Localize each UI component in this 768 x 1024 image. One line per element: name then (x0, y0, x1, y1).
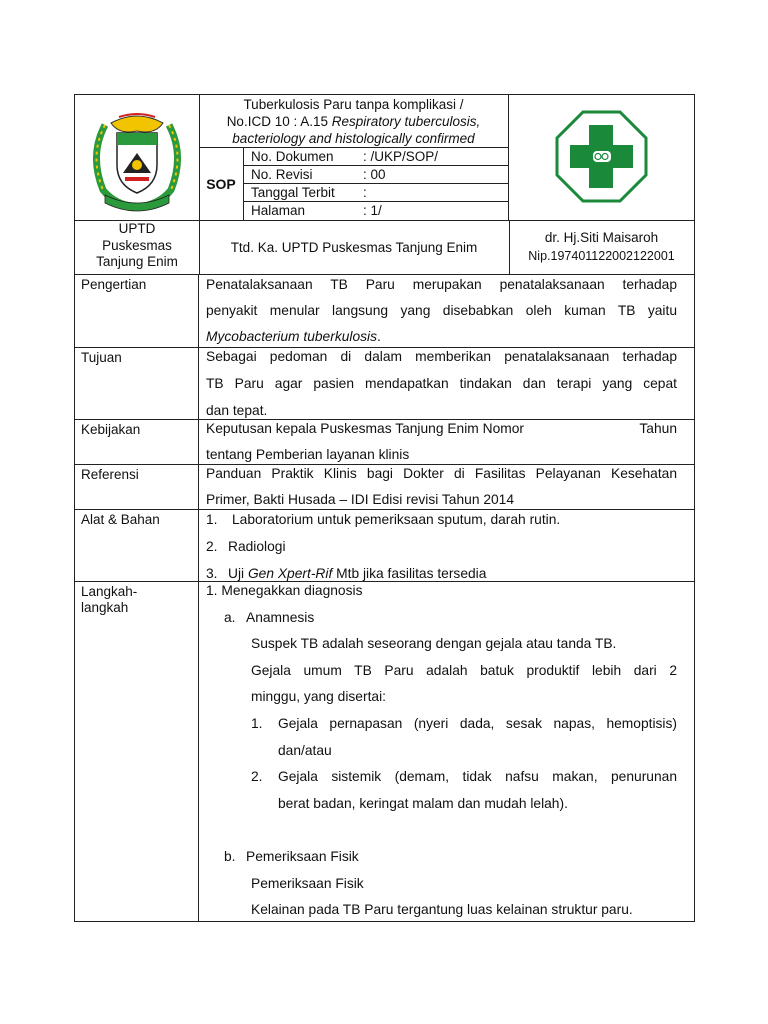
icd-description: Respiratory tuberculosis, (331, 114, 481, 129)
spacer (206, 817, 677, 844)
substep-letter: a. (224, 609, 236, 625)
title-line (199, 113, 508, 130)
unit-line: Tanjung Enim (96, 254, 178, 269)
list-item (206, 711, 677, 738)
meta-key: Tanggal Terbit (251, 185, 335, 200)
label-line: Langkah- (81, 584, 138, 599)
meta-key: No. Revisi (251, 167, 313, 182)
step-heading: 1. Menegakkan diagnosis (206, 583, 363, 598)
unit-line: Puskesmas (102, 237, 172, 253)
row-content (199, 578, 694, 921)
meta-value: : /UKP/SOP/ (363, 149, 439, 164)
list-number: 2. (206, 539, 218, 554)
substep-title: Anamnesis (246, 609, 315, 625)
text-line: dan tepat. (206, 403, 268, 418)
list-item (206, 506, 677, 533)
meta-key: No. Dokumen (251, 149, 334, 164)
text-line: penyakit menular langsung yang disebabkan oleh kuman TB yaitu (206, 303, 677, 318)
substep-heading (206, 844, 677, 871)
text-line (206, 416, 677, 442)
row-langkah (74, 582, 695, 922)
unit-line: UPTD (118, 221, 156, 236)
list-number: 2. (251, 769, 263, 785)
row-label: Pengertian (75, 275, 199, 347)
text-line: Sebagai pedoman di dalam memberikan penatalaksanaan terhadap (206, 349, 677, 364)
text-line: TB Paru agar pasien mendapatkan tindakan dan terapi yang cepat (206, 376, 677, 391)
paragraph: Suspek TB adalah seseorang dengan gejala atau tanda TB. (251, 636, 617, 652)
policy-text: Keputusan kepala Puskesmas Tanjung Enim Nomor (206, 421, 525, 436)
row-label: Kebijakan (75, 420, 199, 464)
organism-name: Mycobacterium tuberkulosis (206, 329, 377, 344)
row-content (199, 416, 694, 464)
text-line: Penatalaksanaan TB Paru merupakan penatalaksanaan terhadap (206, 277, 677, 292)
list-text: Gejala sistemik (demam, tidak nafsu makan, penurunan (278, 769, 677, 785)
meta-key: Halaman (251, 203, 306, 218)
logo-cell (75, 95, 200, 220)
list-item (206, 764, 677, 791)
policy-year-label: Tahun (639, 421, 677, 436)
meta-value: : 1/ (363, 203, 382, 218)
list-text-continued: dan/atau (278, 742, 332, 758)
sop-title (199, 95, 509, 148)
paragraph: Pemeriksaan Fisik (251, 875, 364, 891)
meta-row-halaman (243, 202, 508, 220)
row-referensi (74, 465, 695, 510)
row-label (75, 582, 199, 921)
substep-letter: b. (224, 848, 236, 864)
label-line: langkah (81, 600, 129, 615)
list-text: Laboratorium untuk pemeriksaan sputum, darah rutin. (232, 512, 561, 527)
doctor-nip: Nip.197401122002122001 (528, 249, 675, 263)
puskesmas-cross-icon (509, 95, 694, 220)
paragraph-line: minggu, yang disertai: (251, 689, 386, 705)
row-content (199, 461, 694, 509)
row-content (199, 506, 694, 581)
paragraph-line: Gejala umum TB Paru adalah batuk produktif lebih dari 2 (251, 662, 677, 678)
text-line: Panduan Praktik Klinis bagi Dokter di Fasilitas Pelayanan Kesehatan (206, 466, 677, 481)
text-line: tentang Pemberian layanan klinis (206, 447, 410, 462)
list-text: Radiologi (228, 539, 286, 554)
substep-heading (206, 605, 677, 632)
test-name: Gen Xpert-Rif (247, 566, 333, 581)
doctor-info (509, 220, 694, 274)
row-pengertian (74, 275, 695, 348)
text-line: Primer, Bakti Husada – IDI Edisi revisi Tahun 2014 (206, 492, 515, 507)
row-content (199, 343, 694, 419)
punctuation: . (377, 329, 381, 344)
icd-code: No.ICD 10 : A.15 (226, 114, 332, 129)
signature-text: Ttd. Ka. UPTD Puskesmas Tanjung Enim (199, 220, 510, 274)
list-item (206, 533, 677, 560)
meta-row-dokumen (243, 148, 508, 166)
text-fragment: Mtb jika fasilitas tersedia (332, 566, 487, 581)
row-alat-bahan (74, 510, 695, 582)
row-label: Tujuan (75, 348, 199, 419)
substep-title: Pemeriksaan Fisik (246, 848, 359, 864)
row-content (199, 272, 694, 347)
paragraph: Kelainan pada TB Paru tergantung luas kelainan struktur paru. (251, 902, 633, 918)
text-fragment: Uji (228, 566, 248, 581)
row-tujuan (74, 348, 695, 420)
regency-emblem-icon (75, 95, 199, 220)
cross-logo-cell (509, 95, 694, 220)
unit-name (75, 220, 200, 275)
row-kebijakan (74, 420, 695, 465)
sop-label: SOP (199, 148, 244, 220)
doctor-name: dr. Hj.Siti Maisaroh (544, 230, 659, 245)
meta-value: : 00 (363, 167, 386, 182)
meta-row-revisi (243, 166, 508, 184)
signature-row (74, 220, 695, 275)
list-text: Gejala pernapasan (nyeri dada, sesak napas, hemoptisis) (278, 715, 677, 731)
document-meta (243, 148, 509, 220)
meta-row-tanggal (243, 184, 508, 202)
list-number: 1. (206, 512, 218, 527)
list-text-continued: berat badan, keringat malam dan mudah lelah). (278, 795, 568, 811)
sop-header-table (74, 94, 695, 221)
list-number: 3. (206, 566, 218, 581)
row-label: Referensi (75, 465, 199, 509)
list-number: 1. (251, 715, 263, 731)
title-line: bacteriology and histologically confirmed (232, 131, 475, 146)
title-line: Tuberkulosis Paru tanpa komplikasi / (243, 97, 464, 112)
row-label: Alat & Bahan (75, 510, 199, 581)
meta-value: : (363, 185, 367, 200)
